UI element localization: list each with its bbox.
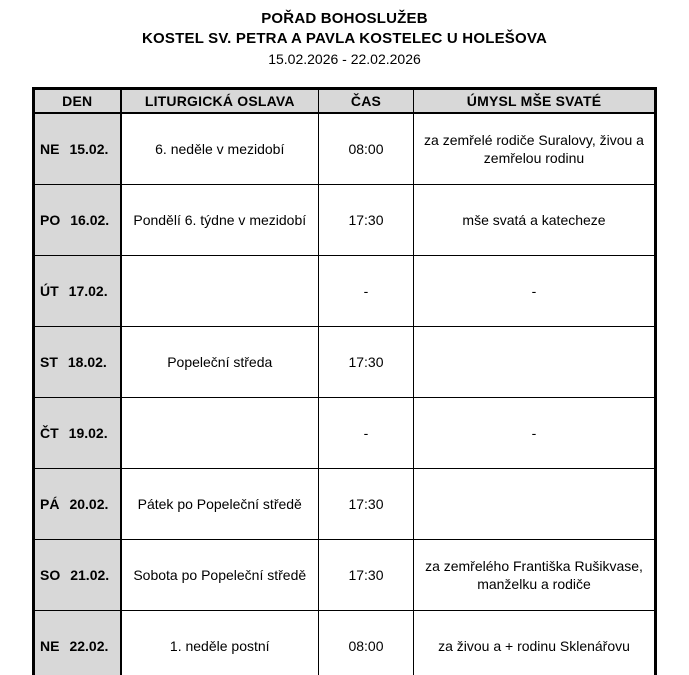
day-cell bbox=[34, 540, 121, 611]
time-cell: 08:00 bbox=[319, 113, 414, 185]
day-date: 15.02. bbox=[69, 141, 109, 157]
celebration-cell bbox=[121, 256, 319, 327]
celebration-cell bbox=[121, 398, 319, 469]
table-row bbox=[34, 398, 656, 469]
day-cell bbox=[34, 398, 121, 469]
celebration-cell: Pondělí 6. týdne v mezidobí bbox=[121, 185, 319, 256]
day-abbreviation: NE bbox=[40, 141, 60, 157]
column-header-liturgicka-oslava: LITURGICKÁ OSLAVA bbox=[121, 89, 319, 114]
day-abbreviation: NE bbox=[40, 638, 60, 654]
day-cell bbox=[34, 327, 121, 398]
celebration-cell: Popeleční středa bbox=[121, 327, 319, 398]
intention-cell: - bbox=[414, 398, 656, 469]
day-abbreviation: ÚT bbox=[40, 283, 59, 299]
day-cell bbox=[34, 185, 121, 256]
schedule-table bbox=[32, 87, 657, 675]
time-cell: 17:30 bbox=[319, 185, 414, 256]
intention-cell: za živou a + rodinu Sklenářovu bbox=[414, 611, 656, 675]
celebration-cell: 1. neděle postní bbox=[121, 611, 319, 675]
day-date: 21.02. bbox=[70, 567, 110, 583]
day-cell bbox=[34, 113, 121, 185]
table-row bbox=[34, 469, 656, 540]
day-abbreviation: PÁ bbox=[40, 496, 60, 512]
table-row bbox=[34, 540, 656, 611]
table-row bbox=[34, 256, 656, 327]
intention-cell: mše svatá a katecheze bbox=[414, 185, 656, 256]
table-row bbox=[34, 185, 656, 256]
date-range: 15.02.2026 - 22.02.2026 bbox=[268, 51, 421, 67]
day-abbreviation: SO bbox=[40, 567, 61, 583]
day-date: 22.02. bbox=[69, 638, 109, 654]
day-date: 16.02. bbox=[70, 212, 110, 228]
table-row bbox=[34, 113, 656, 185]
intention-cell bbox=[414, 469, 656, 540]
intention-cell: - bbox=[414, 256, 656, 327]
day-abbreviation: PO bbox=[40, 212, 61, 228]
time-cell: - bbox=[319, 256, 414, 327]
table-header-row bbox=[34, 89, 656, 114]
document-header bbox=[0, 0, 689, 69]
day-date: 17.02. bbox=[68, 283, 108, 299]
day-abbreviation: ČT bbox=[40, 425, 59, 441]
page-title: POŘAD BOHOSLUŽEB bbox=[261, 10, 428, 27]
celebration-cell: Pátek po Popeleční středě bbox=[121, 469, 319, 540]
day-cell bbox=[34, 256, 121, 327]
intention-cell bbox=[414, 327, 656, 398]
day-cell bbox=[34, 611, 121, 675]
column-header-den: DEN bbox=[34, 89, 121, 114]
day-abbreviation: ST bbox=[40, 354, 58, 370]
time-cell: 17:30 bbox=[319, 469, 414, 540]
day-date: 18.02. bbox=[67, 354, 107, 370]
day-cell bbox=[34, 469, 121, 540]
time-cell: 17:30 bbox=[319, 540, 414, 611]
time-cell: 17:30 bbox=[319, 327, 414, 398]
table-row bbox=[34, 611, 656, 675]
day-date: 20.02. bbox=[69, 496, 109, 512]
intention-cell: za zemřelého Františka Rušikvase, manželku a rodiče bbox=[414, 540, 656, 611]
column-header-umysl-mse-svate: ÚMYSL MŠE SVATÉ bbox=[414, 89, 656, 114]
table-body bbox=[34, 113, 656, 675]
day-date: 19.02. bbox=[68, 425, 108, 441]
time-cell: 08:00 bbox=[319, 611, 414, 675]
column-header-cas: ČAS bbox=[319, 89, 414, 114]
intention-cell: za zemřelé rodiče Suralovy, živou a zemřelou rodinu bbox=[414, 113, 656, 185]
church-name: KOSTEL SV. PETRA A PAVLA KOSTELEC U HOLEŠOVA bbox=[142, 30, 547, 47]
celebration-cell: Sobota po Popeleční středě bbox=[121, 540, 319, 611]
time-cell: - bbox=[319, 398, 414, 469]
celebration-cell: 6. neděle v mezidobí bbox=[121, 113, 319, 185]
table-row bbox=[34, 327, 656, 398]
